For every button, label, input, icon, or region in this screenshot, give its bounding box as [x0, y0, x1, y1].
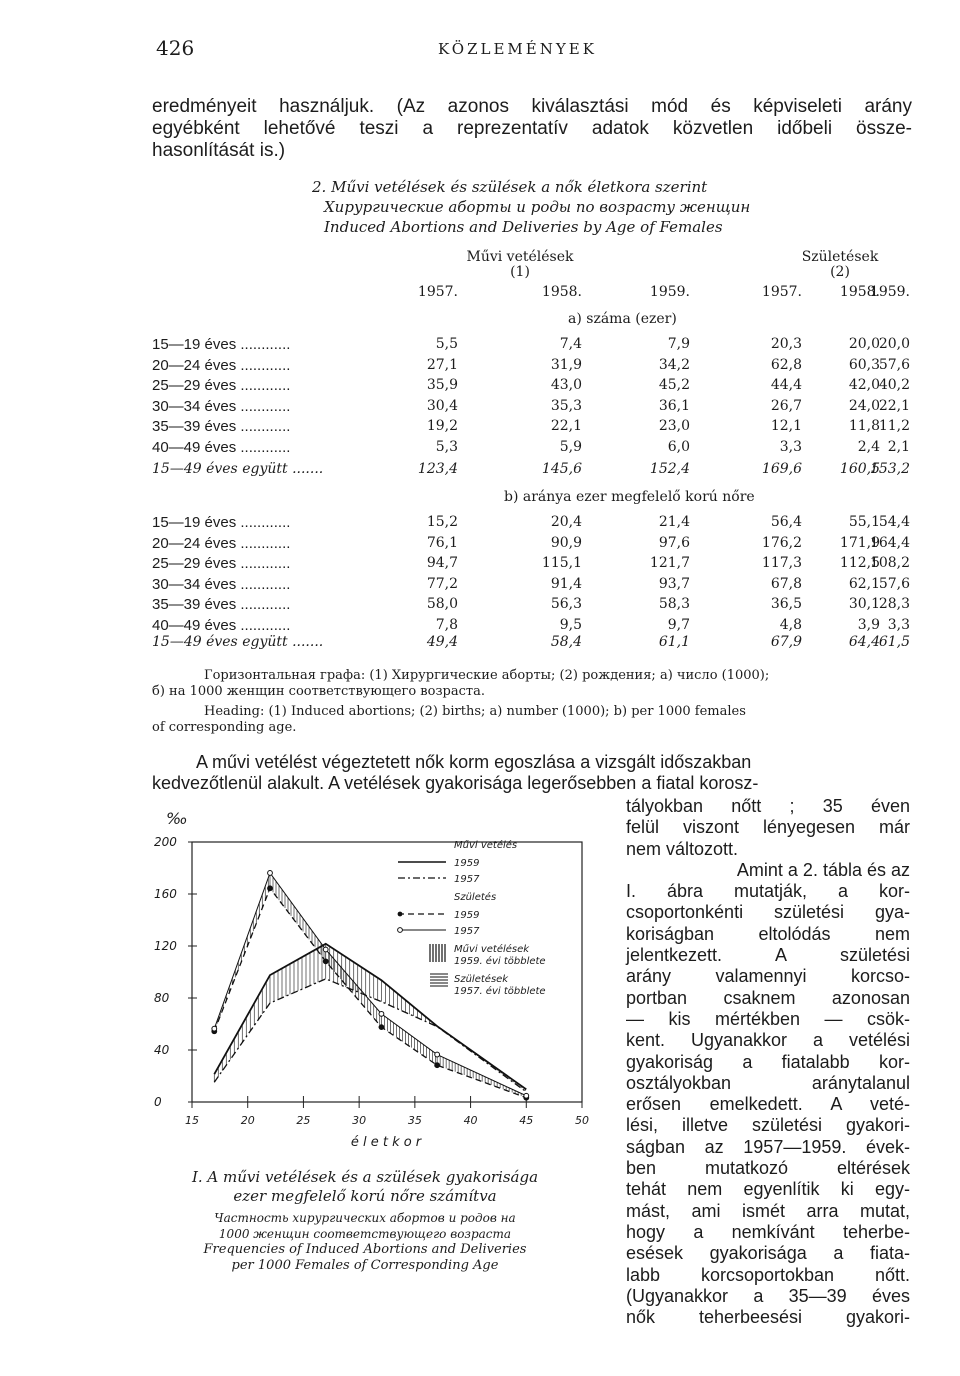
table-cell: 11,8 — [848, 418, 880, 435]
data-point — [524, 1093, 529, 1098]
data-point — [323, 947, 328, 952]
table-cell: 62,1 — [848, 575, 880, 592]
side-line: tehát nem egyenlítik ki egy- — [626, 1179, 910, 1200]
table-cell: 35,9 — [426, 377, 458, 394]
table-cell: 24,0 — [848, 397, 880, 414]
table-cell: 58,4 — [550, 634, 582, 650]
table-cell: 176,2 — [761, 534, 802, 551]
row-label: 30—34 éves ............ — [152, 397, 291, 415]
table-cell: 97,6 — [658, 534, 690, 551]
table-cell: 76,1 — [426, 534, 458, 551]
table-cell: 171,9 — [839, 534, 880, 551]
table-cell: 5,3 — [435, 439, 458, 455]
y-tick-label: 80 — [154, 991, 170, 1005]
table-cell: 45,2 — [658, 377, 690, 394]
table-cell: 115,1 — [541, 555, 582, 572]
row-label: 25—29 éves ............ — [152, 377, 291, 395]
table-cell: 112,5 — [839, 555, 880, 572]
data-point — [323, 959, 328, 964]
table-cell: 30,4 — [426, 397, 458, 414]
legend-label: 1957 — [454, 926, 480, 937]
table-cell: 7,9 — [667, 336, 690, 352]
table-cell: 56,3 — [550, 596, 582, 613]
x-tick-label: 35 — [407, 1114, 422, 1127]
table-cell: 2,1 — [887, 439, 910, 455]
table-cell: 43,0 — [550, 377, 582, 394]
year-header: 1958. — [541, 284, 582, 300]
table-cell: 152,4 — [649, 461, 690, 477]
table-cell: 2,4 — [857, 439, 880, 455]
legend-label: 1959. évi többlete — [454, 956, 546, 967]
row-label: 40—49 éves ............ — [152, 439, 291, 456]
y-tick-label: 40 — [154, 1043, 170, 1057]
table-cell: 23,0 — [658, 418, 690, 435]
body-line: A művi vetélést végeztetett nők korm egoszlása a vizsgált időszakban — [196, 752, 752, 772]
table-cell: 56,4 — [770, 514, 802, 530]
table-cell: 67,9 — [770, 634, 802, 650]
note-line: Heading: (1) Induced abortions; (2) births; a) number (1000); b) per 1000 females — [204, 704, 746, 719]
table-title-ru: Хирургические аборты и роды по возрасту женщин — [324, 198, 751, 216]
table-cell: 3,3 — [779, 439, 802, 455]
plot-frame — [192, 842, 582, 1102]
side-line: hogy a nemkívánt teherbe- — [626, 1221, 910, 1242]
table-cell: 67,8 — [770, 575, 802, 592]
y-tick-label: 160 — [154, 887, 177, 901]
legend-heading: Születés — [454, 892, 497, 903]
x-tick-label: 20 — [240, 1114, 255, 1127]
row-label: 20—24 éves ............ — [152, 356, 291, 374]
side-line: tályokban nőtt ; 35 éven — [626, 796, 910, 816]
intro-line: egyébként lehetővé teszi a reprezentatív adatok közvetlen időbeli össze- — [152, 118, 912, 139]
table-cell: 20,3 — [770, 336, 802, 352]
legend-heading: Művi vetélés — [454, 840, 518, 851]
figure-caption-hu — [155, 1168, 575, 1206]
table-cell: 3,3 — [887, 617, 910, 633]
side-line: koriságban eltolódás nem — [626, 923, 910, 944]
table-cell: 57,6 — [878, 356, 910, 373]
table-cell: 12,1 — [770, 418, 802, 435]
legend-heading: Művi vetélések — [454, 944, 530, 955]
table-cell: 15,2 — [426, 514, 458, 530]
data-point — [435, 1063, 440, 1068]
figure-caption-ru — [155, 1210, 575, 1242]
caption-line: 1000 женщин соответствующего возраста — [218, 1227, 512, 1241]
table-cell: 60,3 — [848, 356, 880, 373]
side-line: csoportonkénti születési gya- — [626, 902, 910, 923]
table-cell: 160,5 — [839, 461, 880, 477]
side-line: ben mutatkozó eltérések — [626, 1158, 910, 1179]
x-tick-label: 25 — [296, 1114, 311, 1127]
data-point — [268, 871, 273, 876]
side-line: mást, ami ismét arra mutat, — [626, 1200, 910, 1221]
side-line: arány valamennyi korcso- — [626, 966, 910, 987]
side-line: felül viszont lényegesen már — [626, 817, 910, 838]
table-cell: 44,4 — [770, 377, 802, 394]
table-cell: 62,8 — [770, 356, 802, 373]
year-header: 1959. — [649, 284, 690, 300]
year-header: 1957. — [761, 284, 802, 300]
table-cell: 117,3 — [761, 555, 802, 572]
y-tick-label: 120 — [154, 939, 177, 953]
table-cell: 5,5 — [435, 336, 458, 352]
row-label: 35—39 éves ............ — [152, 596, 291, 614]
table-cell: 21,4 — [658, 514, 690, 530]
x-axis-label: é l e t k o r — [350, 1135, 422, 1150]
table-cell: 57,6 — [878, 575, 910, 592]
intro-paragraph — [152, 96, 912, 162]
side-line: osztályokban aránytalanul — [626, 1072, 910, 1093]
side-line: nem változott. — [626, 838, 739, 859]
side-line: Amint a 2. tábla és az — [736, 859, 910, 880]
legend-label: 1959 — [454, 910, 480, 921]
x-tick-label: 30 — [352, 1114, 367, 1127]
x-tick-label: 40 — [463, 1114, 478, 1127]
data-point — [268, 886, 273, 891]
page-number: 426 — [156, 36, 195, 60]
side-line: — kis mértékben — csök- — [626, 1008, 910, 1029]
table-cell: 36,5 — [770, 596, 802, 613]
table-cell: 3,9 — [857, 617, 880, 633]
table-cell: 26,7 — [770, 397, 802, 414]
x-tick-label: 15 — [185, 1114, 199, 1127]
table-cell: 55,1 — [848, 514, 880, 530]
legend-marker — [398, 912, 403, 917]
group-heading-label: Művi vetélések — [466, 249, 574, 265]
y-axis-label: ‰ — [166, 809, 188, 828]
table-cell: 77,2 — [426, 575, 458, 592]
row-label: 30—34 éves ............ — [152, 575, 291, 593]
side-line: labb korcsoportokban nőtt. — [626, 1264, 910, 1285]
table-cell: 58,3 — [658, 596, 690, 613]
caption-line: ezer megfelelő korú nőre számítva — [233, 1187, 497, 1205]
body-line: kedvezőtlenül alakult. A vetélések gyakorisága legerősebben a fiatal korosz- — [152, 773, 759, 793]
table-cell: 27,1 — [426, 356, 458, 373]
running-head: KÖZLEMÉNYEK — [438, 40, 597, 58]
side-line: jelentkezett. A születési — [626, 945, 910, 966]
legend-label: 1959 — [454, 858, 480, 869]
table-cell: 30,1 — [848, 596, 880, 613]
x-tick-label: 50 — [575, 1114, 589, 1127]
group-heading-births — [760, 250, 920, 280]
side-line: gyakoriság a fiatalabb kor- — [626, 1051, 910, 1072]
table-cell: 64,4 — [848, 634, 880, 650]
table-cell: 34,2 — [658, 356, 690, 373]
table-cell: 36,1 — [658, 397, 690, 414]
table-title-hu: 2. Művi vetélések és szülések a nők életkora szerint — [312, 178, 708, 196]
side-line: nők teherbeesési gyakori- — [626, 1307, 910, 1328]
row-label: 15—49 éves együtt ....... — [152, 461, 324, 477]
table-cell: 49,4 — [426, 634, 458, 650]
table-cell: 169,6 — [761, 461, 802, 477]
intro-line: hasonlítását is.) — [152, 140, 286, 161]
side-line: (Ugyanakkor a 35—39 éves — [626, 1285, 910, 1306]
note-line: Горизонтальная графа: (1) Хирургические аборты; (2) рождения; а) число (1000); — [204, 668, 770, 683]
side-text-column — [626, 796, 910, 1328]
table-cell: 19,2 — [426, 418, 458, 435]
table-cell: 9,5 — [559, 617, 582, 633]
data-point — [212, 1026, 217, 1031]
caption-line: Частность хирургических абортов и родов на — [214, 1211, 516, 1225]
row-label: 25—29 éves ............ — [152, 555, 291, 573]
table-cell: 153,2 — [869, 461, 910, 477]
table-cell: 54,4 — [878, 514, 910, 530]
table-note-ru — [152, 668, 910, 700]
y-tick-label: 0 — [154, 1095, 162, 1109]
table-cell: 28,3 — [878, 596, 910, 613]
row-label: 15—19 éves ............ — [152, 336, 291, 353]
legend-marker — [398, 928, 403, 933]
table-cell: 22,1 — [878, 397, 910, 414]
table-cell: 7,4 — [559, 336, 582, 352]
figure-caption-en — [155, 1242, 575, 1274]
caption-line: per 1000 Females of Corresponding Age — [231, 1258, 499, 1273]
side-line: lési, illetve születési gyakori- — [626, 1115, 910, 1136]
table-cell: 6,0 — [667, 439, 690, 455]
row-label: 15—49 éves együtt ....... — [152, 634, 324, 650]
caption-line: Frequencies of Induced Abortions and Deliveries — [203, 1242, 527, 1257]
table-cell: 40,2 — [878, 377, 910, 394]
caption-line: I. A művi vetélések és a szülések gyakorisága — [191, 1168, 539, 1186]
table-cell: 93,7 — [658, 575, 690, 592]
table-cell: 42,0 — [848, 377, 880, 394]
table-note-en — [152, 704, 910, 736]
table-cell: 61,1 — [658, 634, 690, 650]
table-cell: 164,4 — [869, 534, 910, 551]
side-line: I. ábra mutatják, a kor- — [626, 881, 910, 902]
group-heading-abortions — [440, 250, 600, 280]
section-a-heading: a) száma (ezer) — [568, 311, 677, 327]
row-label: 15—19 éves ............ — [152, 514, 291, 531]
figure-chart — [140, 800, 610, 1160]
data-point — [379, 1025, 384, 1030]
y-tick-label: 200 — [154, 835, 177, 849]
year-header: 1958. — [839, 284, 880, 300]
table-cell: 108,2 — [869, 555, 910, 572]
x-tick-label: 45 — [519, 1114, 534, 1127]
row-label: 20—24 éves ............ — [152, 534, 291, 552]
legend-heading: Születések — [454, 974, 509, 985]
year-header: 1959. — [869, 284, 910, 300]
table-cell: 11,2 — [878, 418, 910, 435]
row-label: 35—39 éves ............ — [152, 418, 291, 436]
table-cell: 35,3 — [550, 397, 582, 414]
table-cell: 123,4 — [417, 461, 458, 477]
table-cell: 145,6 — [541, 461, 582, 477]
table-cell: 20,0 — [848, 336, 880, 352]
table-cell: 22,1 — [550, 418, 582, 435]
side-line: portban csaknem azonosan — [626, 987, 910, 1008]
table-cell: 9,7 — [667, 617, 690, 633]
side-line: kent. Ugyanakkor a vetélési — [626, 1030, 910, 1051]
table-cell: 7,8 — [435, 617, 458, 633]
section-b-heading: b) aránya ezer megfelelő korú nőre — [504, 489, 755, 505]
table-cell: 58,0 — [426, 596, 458, 613]
group-heading-note: (1) — [510, 264, 530, 280]
data-point — [435, 1052, 440, 1057]
year-header: 1957. — [417, 284, 458, 300]
table-cell: 94,7 — [426, 555, 458, 572]
side-line: ságban az 1957—1959. évek- — [626, 1136, 910, 1157]
body-paragraph — [152, 752, 910, 794]
side-line: esések gyakorisága a fiata- — [626, 1243, 910, 1264]
legend-label: 1957 — [454, 874, 480, 885]
table-cell: 91,4 — [550, 575, 582, 592]
table-cell: 20,4 — [550, 514, 582, 530]
table-cell: 20,0 — [878, 336, 910, 352]
note-line: б) на 1000 женщин соответствующего возраста. — [152, 684, 485, 699]
table-cell: 121,7 — [649, 555, 690, 572]
table-cell: 90,9 — [550, 534, 582, 551]
row-label: 40—49 éves ............ — [152, 617, 291, 634]
intro-line: eredményeit használjuk. (Az azonos kiválasztási mód és képviseleti arány — [152, 96, 912, 117]
table-cell: 4,8 — [779, 617, 802, 633]
group-heading-note: (2) — [830, 264, 850, 280]
table-cell: 5,9 — [559, 439, 582, 455]
table-cell: 31,9 — [550, 356, 582, 373]
table-cell: 61,5 — [878, 634, 910, 650]
table-title-en: Induced Abortions and Deliveries by Age of Females — [324, 218, 723, 236]
side-line: erősen emelkedett. A veté- — [626, 1094, 910, 1115]
data-point — [379, 1011, 384, 1016]
legend-label: 1957. évi többlete — [454, 986, 546, 997]
group-heading-label: Születések — [801, 249, 879, 265]
note-line: of corresponding age. — [152, 720, 297, 735]
